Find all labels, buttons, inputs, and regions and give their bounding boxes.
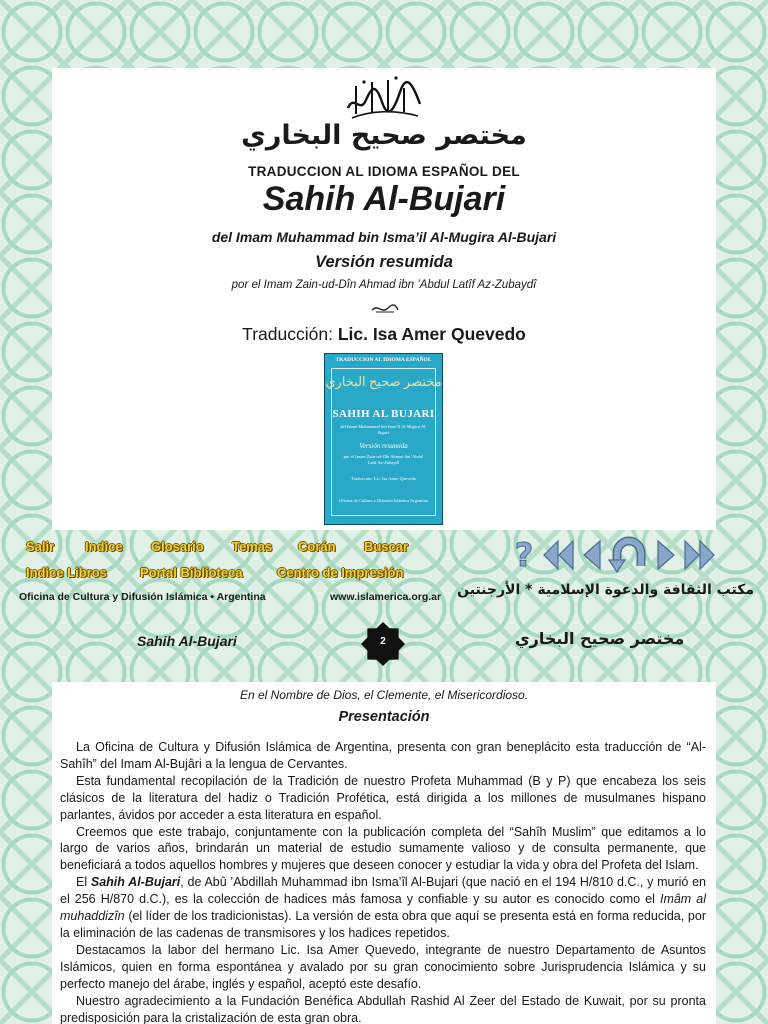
title-page	[52, 68, 716, 530]
compiler-line: por el Imam Zain-ud-Dîn Ahmad ibn ’Abdul Latîf Az-Zubaydî	[231, 279, 537, 291]
paragraph: La Oficina de Cultura y Difusión Islámica de Argentina, presenta con gran beneplácito esta traducción de “Al-Sahîh” del Imam Al-Bujâri a la lengua de Cervantes.	[60, 740, 706, 771]
cover-top: TRADUCCION AL IDIOMA ESPAÑOL	[335, 357, 432, 363]
previous-page-icon[interactable]	[578, 536, 604, 574]
cover-title: SAHIH AL BUJARI	[332, 408, 435, 420]
paragraph: Esta fundamental recopilación de la Tradición de nuestro Profeta Muhammad (B y P) que encabeza los seis clásicos de la literatura del hadiz o Tradición Profética, está dirigida a los millones de musulmanes hispano parlantes, ávidos por acceder a esta literatura en español.	[60, 773, 706, 822]
version-line: Versión resumida	[315, 253, 453, 271]
paragraph-text: El	[76, 875, 88, 890]
office-name: Oficina de Cultura y Difusión Islámica • Argentina	[19, 591, 266, 603]
last-page-icon[interactable]	[682, 536, 718, 574]
nav-buscar[interactable]: Buscar	[364, 539, 409, 554]
running-header-title: Sahih Al-Bujari	[137, 633, 237, 649]
svg-text:?: ?	[514, 536, 534, 574]
office-url-link[interactable]: www.islamerica.org.ar	[330, 591, 442, 603]
nav-indice-libros[interactable]: Indice Libros	[26, 565, 107, 580]
cover-publisher: Oficina de Cultura y Difusión Islámica Argentina	[339, 498, 428, 503]
author-line: del Imam Muhammad bin Isma’il Al-Mugira Al-Bujari	[211, 229, 557, 245]
page-navigation	[508, 536, 722, 574]
help-icon[interactable]	[508, 536, 540, 574]
paragraph	[60, 874, 706, 942]
nav-centro-impresion[interactable]: Centro de Impresión	[277, 565, 404, 580]
page-number: 2	[380, 636, 386, 647]
nav-portal-biblioteca[interactable]: Portal Biblioteca	[140, 565, 243, 580]
translation-label: Traducción:	[242, 324, 333, 344]
invocation: En el Nombre de Dios, el Clemente, el Misericordioso.	[239, 688, 529, 702]
cover-compiler: por el Imam Zain-ud-Dîn Ahmad ibn 'Abdul Latîf Az-Zubaydî	[343, 454, 424, 465]
body-text	[60, 739, 706, 1024]
book-cover-image	[324, 353, 443, 525]
nav-coran[interactable]: Corán	[298, 539, 336, 554]
paragraph: Destacamos la labor del hermano Lic. Isa Amer Quevedo, integrante de nuestro Departamento de Asuntos Islámicos, quien en forma espontánea y avalado por su gran conocimiento sobre Jurisprudencia Islámica y su perfecto manejo del árabe, inglés y español, aceptó este desafío.	[60, 942, 706, 991]
paragraph: Creemos que este trabajo, conjuntamente con la publicación completa del “Sahîh Muslim” que editamos a lo largo de varios años, brindarán un material de estudio sumamente valioso y de consulta permanente, que beneficiará a todos aquellos hombres y mujeres que deseen conocer y estudiar la vida y obra del Profeta del Islam.	[60, 824, 706, 873]
office-name-arabic: مكتب الثقافة والدعوة الإسلامية * الأرجنتين	[457, 582, 754, 598]
next-page-icon[interactable]	[654, 536, 680, 574]
nav-temas[interactable]: Temas	[232, 539, 273, 554]
title-emphasis: Imâm al muhaddizîn	[60, 892, 707, 924]
cover-translator: Traducción: Lic. Isa Amer Quevedo	[351, 476, 416, 481]
cover-subtitle: del Imam Muhammad bin Isma'il Al-Mugira Al-Bujari	[340, 424, 427, 435]
running-header-arabic: مختصر صحيح البخاري	[515, 629, 685, 648]
subtitle: TRADUCCION AL IDIOMA ESPAÑOL DEL	[248, 164, 520, 179]
translator-name: Lic. Isa Amer Quevedo	[337, 324, 526, 344]
paragraph-text: , de Abû ’Abdillah Muhammad ibn Isma’îl Al-Bujari (que nació en el 194 H/810 d.C., y murió en el 256 H/870 d.C.), es la colección de hadices más famosa y confiable y su autor es conocido como el	[60, 875, 706, 907]
content-page	[52, 682, 716, 1024]
ornament-icon	[370, 302, 400, 316]
paragraph: Nuestro agradecimiento a la Fundación Benéfica Abdullah Rashid Al Zeer del Estado de Kuwait, por su pronta predisposición para la cristalización de esta gran obra.	[60, 993, 706, 1024]
nav-glosario[interactable]: Glosario	[151, 539, 204, 554]
book-title: Sahih Al-Bujari	[262, 180, 506, 218]
book-title-emphasis: Sahih Al-Bujari	[90, 875, 181, 890]
first-page-icon[interactable]	[540, 536, 576, 574]
title-arabic: مختصر صحيح البخاري	[241, 120, 527, 151]
cover-version: Versión resumida	[359, 442, 408, 450]
bismillah-calligraphy	[342, 74, 426, 120]
section-title: Presentación	[338, 709, 430, 725]
cover-arabic: مختصر صحيح البخاري	[325, 374, 442, 389]
nav-indice[interactable]: Indice	[85, 539, 123, 554]
paragraph-text: (el líder de los tradicionistas). La versión de esta obra que aquí se presenta está en forma reducida, por la eliminación de las cadenas de transmisores y los hadices repetidos.	[60, 909, 706, 940]
back-return-icon[interactable]	[608, 536, 650, 574]
nav-salir[interactable]: Salir	[26, 539, 55, 554]
translation-line	[52, 324, 716, 345]
